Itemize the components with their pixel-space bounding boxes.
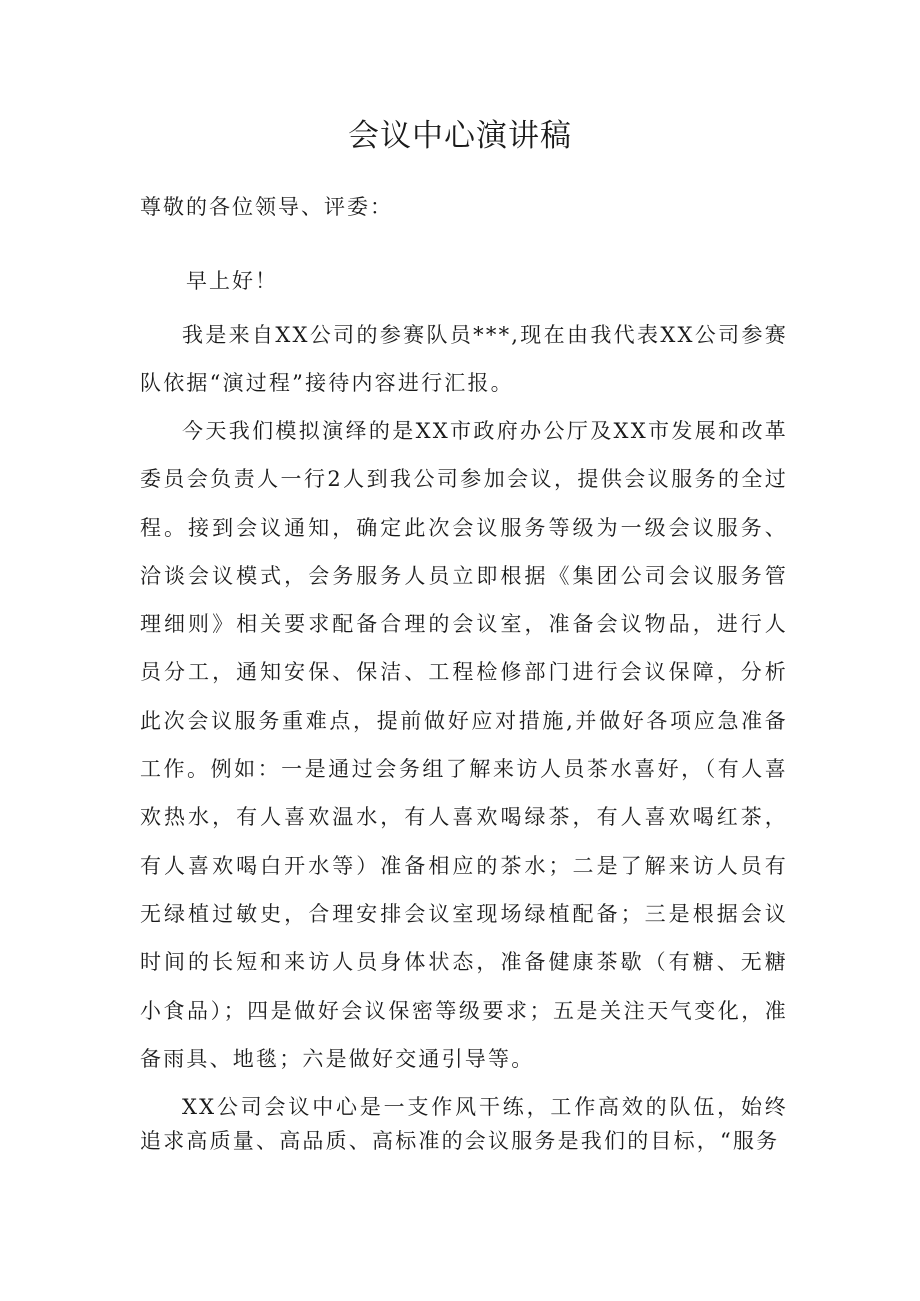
- salutation: 尊敬的各位领导、评委：: [140, 195, 393, 219]
- paragraph-introduction: 我是来自XX公司的参赛队员***,现在由我代表XX公司参赛队依据“演过程”接待内容进行汇报。: [140, 323, 788, 396]
- paragraph-meeting-service: 今天我们模拟演绎的是XX市政府办公厅及XX市发展和改革委员会负责人一行2人到我公司参加会议，提供会议服务的全过程。接到会议通知，确定此次会议服务等级为一级会议服务、洽谈会议模式，会务服务人员立即根据《集团公司会议服务管理细则》相关要求配备合理的会议室，准备会议物品，进行人员分工，通知安保、保洁、工程检修部门进行会议保障，分析此次会议服务重难点，提前做好应对措施,并做好各项应急准备工作。例如：一是通过会务组了解来访人员茶水喜好，（有人喜欢热水，有人喜欢温水，有人喜欢喝绿茶，有人喜欢喝红茶，有人喜欢喝白开水等）准备相应的茶水；二是了解来访人员有无绿植过敏史，合理安排会议室现场绿植配备；三是根据会议时间的长短和来访人员身体状态，准备健康茶歇（有糖、无糖小食品）；四是做好会议保密等级要求；五是关注天气变化，准备雨具、地毯；六是做好交通引导等。: [140, 419, 788, 1071]
- paragraph-meeting-center: XX公司会议中心是一支作风干练，工作高效的队伍，始终追求高质量、高品质、高标准的会议服务是我们的目标，“服务: [140, 1095, 788, 1153]
- greeting: 早上好！: [186, 269, 278, 293]
- document-title: 会议中心演讲稿: [348, 118, 572, 154]
